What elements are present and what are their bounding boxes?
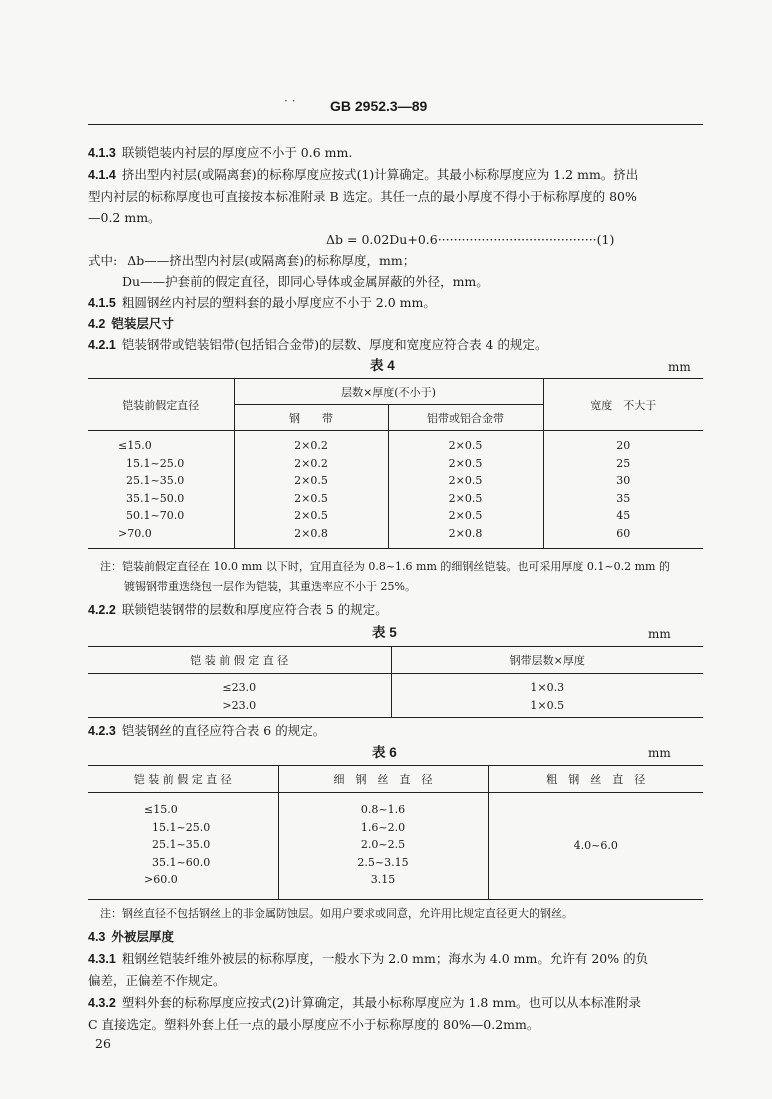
where-label: 式中: bbox=[88, 253, 118, 268]
section-4-1-3 bbox=[88, 144, 352, 162]
table-4-caption: 表 4 bbox=[370, 358, 395, 373]
col-header-diameter: 铠 装 前 假 定 直 径 bbox=[88, 647, 391, 674]
section-4-1-4-line1 bbox=[88, 166, 638, 184]
section-4-3-1-line2: 偏差，正偏差不作规定。 bbox=[88, 973, 226, 988]
section-4-2-3 bbox=[88, 722, 325, 740]
section-4-3-2-line1 bbox=[88, 994, 641, 1012]
table-4 bbox=[88, 378, 703, 549]
width-cell: 30 bbox=[616, 474, 631, 487]
formula-def-2: Du——护套前的假定直径，即同心导体或金属屏蔽的外径，mm。 bbox=[122, 274, 489, 289]
section-text: 联锁铠装钢带的层数和厚度应符合表 5 的规定。 bbox=[121, 602, 388, 617]
steel-cell: 2×0.8 bbox=[294, 526, 328, 540]
table-5-caption: 表 5 bbox=[372, 625, 397, 640]
section-4-2-1 bbox=[88, 336, 547, 354]
steel-cell: 2×0.2 bbox=[294, 456, 328, 470]
section-number: 4.2.2 bbox=[88, 603, 116, 617]
coarse-wire-cell: 4.0~6.0 bbox=[573, 839, 618, 853]
section-4-1-4-line2: 型内衬层的标称厚度也可直接按本标准附录 B 选定。其任一点的最小厚度不得小于标称厚度的 80% bbox=[88, 189, 637, 204]
steel-cell: 2×0.5 bbox=[294, 509, 328, 522]
fine-wire-cell: 0.8~1.6 bbox=[360, 803, 406, 816]
col-header-coarse-wire: 粗 钢 丝 直 径 bbox=[488, 766, 703, 793]
aluminum-cell: 2×0.5 bbox=[448, 509, 483, 522]
aluminum-cell: 2×0.5 bbox=[448, 456, 483, 470]
section-text: 挤出型内衬层(或隔离套)的标称厚度应按式(1)计算确定。其最小标称厚度应为 1.2 mm。挤出 bbox=[121, 167, 639, 182]
diameter-column bbox=[88, 431, 234, 549]
section-number: 4.1.5 bbox=[88, 296, 116, 310]
diameter-cell: ≤23.0 bbox=[88, 674, 391, 697]
table-6-caption: 表 6 bbox=[372, 745, 397, 760]
diameter-cell: 25.1~35.0 bbox=[126, 474, 185, 487]
section-number: 4.3 bbox=[88, 930, 106, 944]
fine-wire-cell: 2.0~2.5 bbox=[360, 838, 406, 851]
section-4-1-5 bbox=[88, 294, 436, 312]
aluminum-cell: 2×0.5 bbox=[448, 491, 483, 505]
col-header-fine-wire: 细 钢 丝 直 径 bbox=[278, 766, 488, 793]
section-4-3-1-line1 bbox=[88, 950, 648, 968]
steel-cell: 2×0.5 bbox=[294, 474, 328, 487]
section-text: 塑料外套的标称厚度应按式(2)计算确定，其最小标称厚度应为 1.8 mm。也可以从本标准附录 bbox=[121, 995, 642, 1010]
section-text: 铠装钢带或铠装铝带(包括铝合金带)的层数、厚度和宽度应符合表 4 的规定。 bbox=[121, 337, 548, 352]
diameter-cell: 25.1~35.0 bbox=[152, 838, 211, 851]
page-number: 26 bbox=[95, 1036, 111, 1051]
diameter-cell: 35.1~50.0 bbox=[126, 491, 185, 505]
layers-cell: 1×0.5 bbox=[530, 698, 565, 712]
table-4-note-line2: 镀锡钢带重迭绕包一层作为铠装，其重迭率应不小于 25%。 bbox=[124, 580, 416, 593]
formula-def-1: Δb——挤出型内衬层(或隔离套)的标称厚度，mm； bbox=[127, 253, 416, 268]
table-4-unit: mm bbox=[668, 360, 691, 374]
col-header-diameter: 铠装前假定直径 bbox=[88, 379, 234, 431]
section-text: 粗圆钢丝内衬层的塑料套的最小厚度应不小于 2.0 mm。 bbox=[121, 295, 436, 310]
width-cell: 45 bbox=[616, 509, 631, 522]
section-number: 4.3.1 bbox=[88, 952, 116, 966]
table-5-unit: mm bbox=[648, 627, 671, 641]
width-cell: 25 bbox=[616, 456, 631, 470]
width-cell: 20 bbox=[616, 439, 631, 452]
width-cell: 60 bbox=[616, 526, 631, 540]
formula-1: Δb = 0.02Du+0.6········································(1) bbox=[326, 232, 615, 247]
section-number: 4.2.3 bbox=[88, 724, 116, 738]
formula-where bbox=[88, 252, 415, 270]
layers-cell: 1×0.3 bbox=[530, 680, 565, 694]
aluminum-column bbox=[388, 431, 543, 549]
aluminum-cell: 2×0.8 bbox=[448, 526, 483, 540]
table-6-note: 注：钢丝直径不包括钢丝上的非金属防蚀层。如用户要求或同意，允许用比规定直径更大的钢丝。 bbox=[100, 907, 573, 920]
col-header-steel: 钢 带 bbox=[234, 405, 388, 431]
section-title: 外被层厚度 bbox=[111, 930, 174, 944]
aluminum-cell: 2×0.5 bbox=[448, 439, 483, 452]
diameter-cell: 35.1~60.0 bbox=[152, 855, 211, 869]
table-4-note-line1: 注：铠装前假定直径在 10.0 mm 以下时，宜用直径为 0.8~1.6 mm 的细钢丝铠装。也可采用厚度 0.1~0.2 mm 的 bbox=[100, 560, 670, 573]
aluminum-cell: 2×0.5 bbox=[448, 474, 483, 487]
section-4-2-heading bbox=[88, 315, 174, 333]
diameter-cell: 15.1~25.0 bbox=[126, 456, 185, 470]
diameter-cell: >70.0 bbox=[118, 526, 152, 540]
section-title: 铠装层尺寸 bbox=[111, 317, 174, 331]
section-number: 4.3.2 bbox=[88, 996, 116, 1010]
col-header-layers: 层数×厚度(不小于) bbox=[234, 379, 543, 405]
diameter-cell: >60.0 bbox=[144, 873, 178, 886]
section-4-1-4-line3: —0.2 mm。 bbox=[88, 210, 161, 225]
section-4-3-heading bbox=[88, 928, 174, 946]
fine-wire-cell: 1.6~2.0 bbox=[360, 820, 406, 834]
header-rule bbox=[88, 124, 703, 125]
section-number: 4.1.3 bbox=[88, 146, 116, 160]
table-6 bbox=[88, 765, 703, 900]
diameter-column bbox=[88, 793, 278, 900]
section-text: 铠装钢丝的直径应符合表 6 的规定。 bbox=[121, 723, 326, 738]
section-4-2-2 bbox=[88, 601, 388, 619]
fine-wire-column bbox=[278, 793, 488, 900]
diameter-cell: ≤15.0 bbox=[144, 803, 178, 816]
table-5 bbox=[88, 646, 703, 718]
steel-cell: 2×0.2 bbox=[294, 439, 328, 452]
section-4-3-2-line2: C 直接选定。塑料外套上任一点的最小厚度应不小于标称厚度的 80%—0.2mm。 bbox=[88, 1017, 540, 1032]
section-text: 粗钢丝铠装纤维外被层的标称厚度，一般水下为 2.0 mm；海水为 4.0 mm。允许有 20% 的负 bbox=[121, 951, 649, 966]
diameter-cell: ≤15.0 bbox=[118, 439, 152, 452]
section-number: 4.2.1 bbox=[88, 338, 116, 352]
diameter-cell: 15.1~25.0 bbox=[152, 820, 211, 834]
table-6-unit: mm bbox=[648, 746, 671, 760]
section-text: 联锁铠装内衬层的厚度应不小于 0.6 mm. bbox=[121, 145, 353, 160]
steel-cell: 2×0.5 bbox=[294, 491, 328, 505]
col-header-steel-layers: 钢带层数×厚度 bbox=[391, 647, 703, 674]
col-header-width: 宽度 不大于 bbox=[543, 379, 703, 431]
header-dots: · · bbox=[284, 94, 296, 108]
section-number: 4.1.4 bbox=[88, 168, 116, 182]
col-header-aluminum: 铝带或铝合金带 bbox=[388, 405, 543, 431]
col-header-diameter: 铠 装 前 假 定 直 径 bbox=[88, 766, 278, 793]
steel-column bbox=[234, 431, 388, 549]
section-number: 4.2 bbox=[88, 317, 106, 331]
diameter-cell: >23.0 bbox=[88, 696, 391, 718]
width-cell: 35 bbox=[616, 491, 631, 505]
diameter-cell: 50.1~70.0 bbox=[126, 509, 185, 522]
standard-header: GB 2952.3—89 bbox=[330, 98, 428, 114]
fine-wire-cell: 3.15 bbox=[370, 873, 396, 886]
width-column bbox=[543, 431, 703, 549]
fine-wire-cell: 2.5~3.15 bbox=[357, 855, 409, 869]
